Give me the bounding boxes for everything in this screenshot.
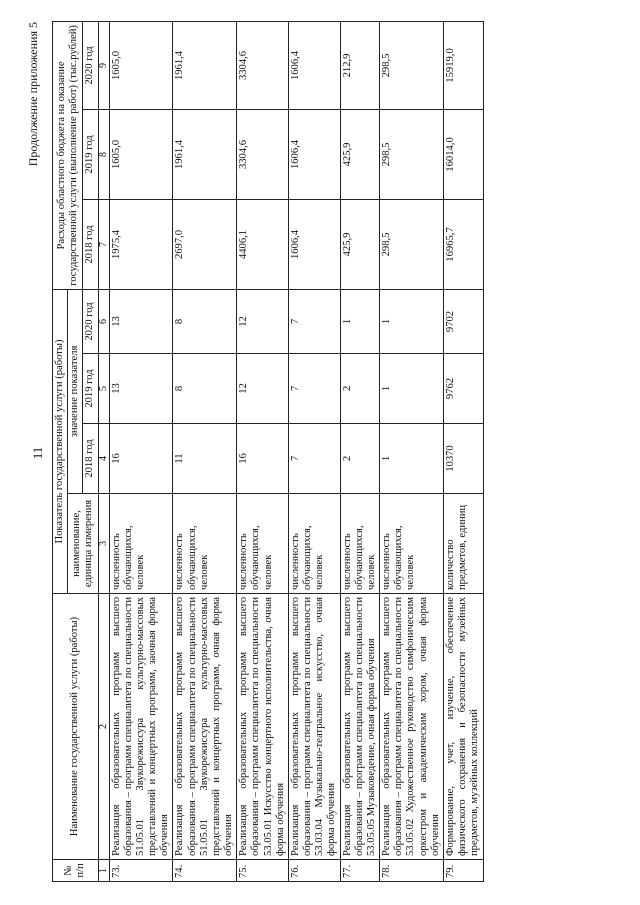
col-number: 2 (98, 594, 109, 860)
row-number: 77. (340, 860, 380, 882)
table-row (443, 21, 483, 881)
col-number: 6 (98, 289, 109, 353)
table-row (380, 21, 444, 881)
table-row (173, 21, 237, 881)
value-2018: 16 (109, 424, 173, 494)
service-name: Реализация образовательных программ высшего образования – программ специалитета по специальности 53.05.01 Искусство концертного исполнительства, очная форма обучения (237, 594, 289, 860)
expense-2018: 298,5 (380, 199, 444, 289)
value-2019: 2 (340, 354, 380, 424)
value-2018: 10370 (443, 424, 483, 494)
service-name: Формирование, учет, изучение, обеспечение физического сохранения и безопасности музейных предметов, музейных коллекций (443, 594, 483, 860)
header-value: значение показателя (68, 289, 83, 493)
expense-2019: 425,9 (340, 109, 380, 199)
value-2019: 8 (173, 354, 237, 424)
service-name: Реализация образовательных программ высшего образования – программ специалитета по специальности 51.05.01 Звукорежиссура культурно-массовых представлений и концертных программ, заочная форма обучения (109, 594, 173, 860)
table-row (109, 21, 173, 881)
expense-table (52, 21, 484, 882)
service-name: Реализация образовательных программ высшего образования – программ специалитета по специальности 53.03.04 Музыкально-театральное искусство, очная форма обучения (288, 594, 340, 860)
value-2020: 13 (109, 289, 173, 353)
header-indicator: Показатель государственной услуги (работы) (53, 289, 68, 593)
expense-2020: 15919,0 (443, 21, 483, 109)
expense-2019: 1605,0 (109, 109, 173, 199)
header-year-2020: 2020 год (83, 289, 98, 353)
col-number: 9 (98, 21, 109, 109)
header-year-2019: 2019 год (83, 354, 98, 424)
value-2019: 9762 (443, 354, 483, 424)
value-2019: 12 (237, 354, 289, 424)
col-number: 8 (98, 109, 109, 199)
indicator-unit: численность обучающихся, человек (173, 494, 237, 594)
expense-2018: 425,9 (340, 199, 380, 289)
value-2019: 13 (109, 354, 173, 424)
expense-2019: 1606,4 (288, 109, 340, 199)
table-row (340, 21, 380, 881)
indicator-unit: численность обучающихся, человек (109, 494, 173, 594)
row-number: 73. (109, 860, 173, 882)
col-number: 3 (98, 494, 109, 594)
expense-2018: 4406,1 (237, 199, 289, 289)
row-number: 78. (380, 860, 444, 882)
value-2018: 11 (173, 424, 237, 494)
header-year-2018: 2018 год (83, 424, 98, 494)
value-2018: 1 (380, 424, 444, 494)
expense-2019: 3304,6 (237, 109, 289, 199)
header-exp-year-2020: 2020 год (83, 21, 98, 109)
continuation-label: Продолжение приложения 5 (26, 22, 40, 167)
row-number: 74. (173, 860, 237, 882)
expense-2018: 1975,4 (109, 199, 173, 289)
expense-2020: 1606,4 (288, 21, 340, 109)
row-number: 76. (288, 860, 340, 882)
service-name: Реализация образовательных программ высшего образования – программ специалитета по специальности 53.05.02 Художественное руководство симфоническим оркестром и академическим хором, очная форма обучения (380, 594, 444, 860)
indicator-unit: численность обучающихся, человек (340, 494, 380, 594)
value-2020: 9702 (443, 289, 483, 353)
expense-2019: 298,5 (380, 109, 444, 199)
header-service: Наименование государственной услуги (работы) (53, 594, 99, 860)
value-2020: 7 (288, 289, 340, 353)
service-name: Реализация образовательных программ высшего образования – программ специалитета по специальности 53.05.05 Музыковедение, очная форма обучения (340, 594, 380, 860)
table-row (237, 21, 289, 881)
header-no: № п/п (53, 860, 99, 882)
expense-2018: 16965,7 (443, 199, 483, 289)
header-exp-year-2018: 2018 год (83, 199, 98, 289)
header-unit: наименование, единица измерения (68, 494, 98, 594)
rotated-page (18, 18, 618, 888)
header-exp-year-2019: 2019 год (83, 109, 98, 199)
value-2018: 16 (237, 424, 289, 494)
col-number: 7 (98, 199, 109, 289)
value-2018: 7 (288, 424, 340, 494)
indicator-unit: количество предметов, единиц (443, 494, 483, 594)
column-number-row (98, 21, 109, 881)
expense-2018: 1606,4 (288, 199, 340, 289)
page-stage (18, 8, 638, 898)
expense-2020: 1605,0 (109, 21, 173, 109)
expense-2020: 212,9 (340, 21, 380, 109)
col-number: 4 (98, 424, 109, 494)
value-2020: 12 (237, 289, 289, 353)
value-2019: 7 (288, 354, 340, 424)
expense-2019: 16014,0 (443, 109, 483, 199)
table-row (288, 21, 340, 881)
service-name: Реализация образовательных программ высшего образования – программ специалитета по специальности 51.05.01 Звукорежиссура культурно-массовых представлений и концертных программ, очная форма обучения (173, 594, 237, 860)
col-number: 5 (98, 354, 109, 424)
expense-2020: 298,5 (380, 21, 444, 109)
value-2018: 2 (340, 424, 380, 494)
value-2020: 8 (173, 289, 237, 353)
indicator-unit: численность обучающихся, человек (237, 494, 289, 594)
indicator-unit: численность обучающихся, человек (380, 494, 444, 594)
value-2019: 1 (380, 354, 444, 424)
row-number: 79. (443, 860, 483, 882)
expense-2020: 1961,4 (173, 21, 237, 109)
expense-2019: 1961,4 (173, 109, 237, 199)
value-2020: 1 (340, 289, 380, 353)
header-expenses: Расходы областного бюджета на оказание государственной услуги (выполнение работ) (тыс.рублей) (53, 21, 83, 289)
row-number: 75. (237, 860, 289, 882)
expense-2018: 2697,0 (173, 199, 237, 289)
value-2020: 1 (380, 289, 444, 353)
page-number: 11 (30, 446, 45, 460)
indicator-unit: численность обучающихся, человек (288, 494, 340, 594)
expense-2020: 3304,6 (237, 21, 289, 109)
col-number: 1 (98, 860, 109, 882)
